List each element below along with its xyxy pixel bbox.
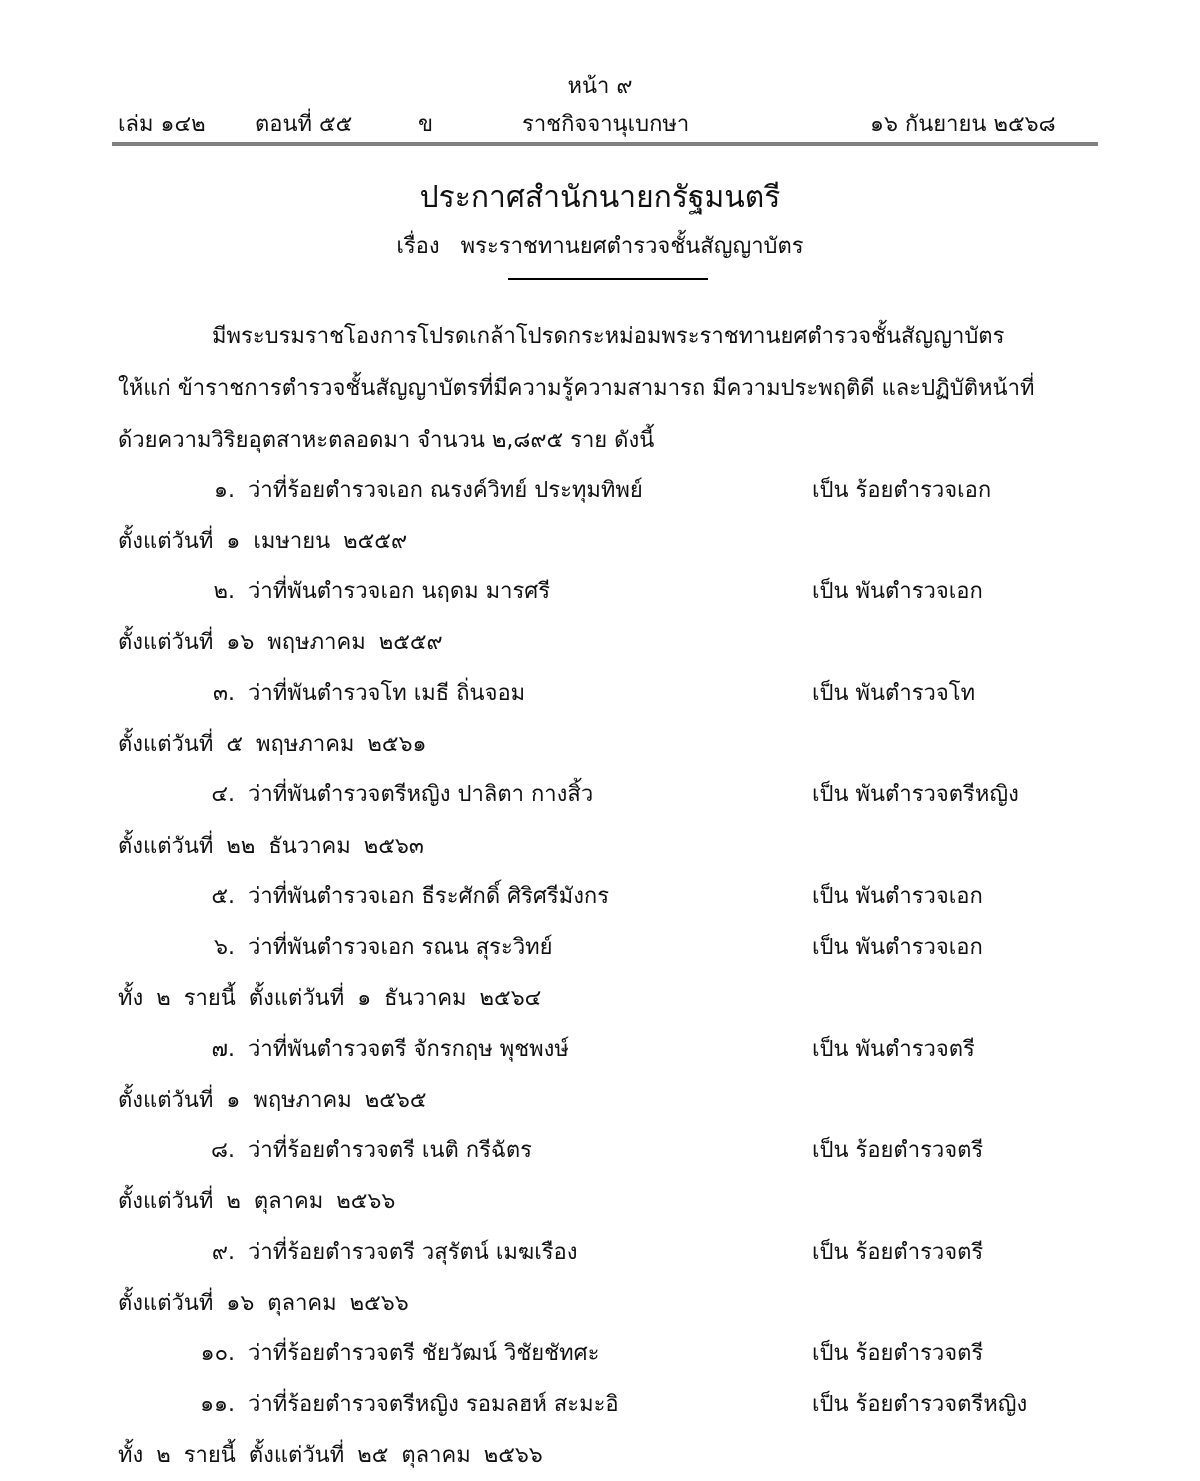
item-name: ว่าที่ร้อยตำรวจตรี ชัยวัฒน์ วิชัยชัทศะ xyxy=(248,1341,600,1366)
item-number: ๒. xyxy=(213,579,235,604)
section-type: ข xyxy=(418,112,434,137)
item-new-rank: เป็น พันตำรวจเอก xyxy=(812,884,983,909)
item-number: ๓. xyxy=(212,681,235,706)
item-name: ว่าที่พันตำรวจเอก รณน สุระวิทย์ xyxy=(248,935,553,960)
intro-line-1: มีพระบรมราชโองการโปรดเกล้าโปรดกระหม่อมพระราชทานยศตำรวจชั้นสัญญาบัตร xyxy=(212,324,1005,349)
effective-date: ตั้งแต่วันที่ ๕ พฤษภาคม ๒๕๖๑ xyxy=(118,732,427,757)
item-new-rank: เป็น ร้อยตำรวจตรี xyxy=(812,1138,984,1163)
intro-line-2: ให้แก่ ข้าราชการตำรวจชั้นสัญญาบัตรที่มีความรู้ความสามารถ มีความประพฤติดี และปฏิบัติหน้าที่ xyxy=(118,376,1035,401)
effective-date: ตั้งแต่วันที่ ๑ พฤษภาคม ๒๕๖๕ xyxy=(118,1088,427,1113)
effective-date: ทั้ง ๒ รายนี้ ตั้งแต่วันที่ ๑ ธันวาคม ๒๕๖๔ xyxy=(118,986,542,1011)
announcement-subject: เรื่อง พระราชทานยศตำรวจชั้นสัญญาบัตร xyxy=(396,234,804,259)
volume-number: เล่ม ๑๔๒ xyxy=(118,112,206,137)
item-number: ๑๑. xyxy=(200,1392,235,1417)
item-name: ว่าที่พันตำรวจตรีหญิง ปาลิตา กางสิ้ว xyxy=(248,782,594,807)
item-number: ๑. xyxy=(214,478,235,503)
page-number: หน้า ๙ xyxy=(567,74,633,99)
item-number: ๔. xyxy=(211,782,235,807)
effective-date: ตั้งแต่วันที่ ๑๖ พฤษภาคม ๒๕๕๙ xyxy=(118,630,443,655)
announcement-title: ประกาศสำนักนายกรัฐมนตรี xyxy=(419,180,781,215)
title-underline xyxy=(508,278,708,280)
item-number: ๕. xyxy=(211,884,235,909)
item-name: ว่าที่พันตำรวจเอก นฤดม มารศรี xyxy=(248,579,551,604)
publication-name: ราชกิจจานุเบกษา xyxy=(522,112,690,137)
header-divider xyxy=(112,142,1098,146)
item-number: ๘. xyxy=(211,1138,235,1163)
item-name: ว่าที่พันตำรวจตรี จักรกฤษ พุชพงษ์ xyxy=(248,1037,569,1062)
item-name: ว่าที่ร้อยตำรวจตรี วสุรัตน์ เมฆเรือง xyxy=(248,1240,578,1265)
item-new-rank: เป็น พันตำรวจเอก xyxy=(812,935,983,960)
item-new-rank: เป็น พันตำรวจตรีหญิง xyxy=(812,782,1019,807)
item-new-rank: เป็น พันตำรวจโท xyxy=(812,681,976,706)
item-number: ๗. xyxy=(211,1037,235,1062)
item-name: ว่าที่ร้อยตำรวจเอก ณรงค์วิทย์ ประทุมทิพย์ xyxy=(248,478,643,503)
item-new-rank: เป็น ร้อยตำรวจตรีหญิง xyxy=(812,1392,1028,1417)
effective-date: ตั้งแต่วันที่ ๒๒ ธันวาคม ๒๕๖๓ xyxy=(118,834,424,859)
item-name: ว่าที่พันตำรวจเอก ธีระศักดิ์ ศิริศรีมังกร xyxy=(248,884,610,909)
item-new-rank: เป็น พันตำรวจเอก xyxy=(812,579,983,604)
intro-line-3: ด้วยความวิริยอุตสาหะตลอดมา จำนวน ๒,๘๙๕ ราย ดังนี้ xyxy=(118,428,655,453)
item-new-rank: เป็น ร้อยตำรวจตรี xyxy=(812,1341,984,1366)
item-new-rank: เป็น ร้อยตำรวจเอก xyxy=(812,478,992,503)
section-number: ตอนที่ ๕๕ xyxy=(255,112,353,137)
item-name: ว่าที่พันตำรวจโท เมธี ถิ่นจอม xyxy=(248,681,526,706)
item-number: ๑๐. xyxy=(200,1341,235,1366)
item-number: ๙. xyxy=(211,1240,235,1265)
effective-date: ทั้ง ๒ รายนี้ ตั้งแต่วันที่ ๒๕ ตุลาคม ๒๕๖๖ xyxy=(118,1443,543,1468)
publication-date: ๑๖ กันยายน ๒๕๖๘ xyxy=(870,112,1056,137)
item-new-rank: เป็น ร้อยตำรวจตรี xyxy=(812,1240,984,1265)
effective-date: ตั้งแต่วันที่ ๑๖ ตุลาคม ๒๕๖๖ xyxy=(118,1291,409,1316)
item-number: ๖. xyxy=(214,935,235,960)
item-name: ว่าที่ร้อยตำรวจตรี เนติ กรีฉัตร xyxy=(248,1138,532,1163)
item-new-rank: เป็น พันตำรวจตรี xyxy=(812,1037,975,1062)
item-name: ว่าที่ร้อยตำรวจตรีหญิง รอมลฮห์ สะมะอิ xyxy=(248,1392,619,1417)
effective-date: ตั้งแต่วันที่ ๑ เมษายน ๒๕๕๙ xyxy=(118,529,408,554)
effective-date: ตั้งแต่วันที่ ๒ ตุลาคม ๒๕๖๖ xyxy=(118,1189,396,1214)
